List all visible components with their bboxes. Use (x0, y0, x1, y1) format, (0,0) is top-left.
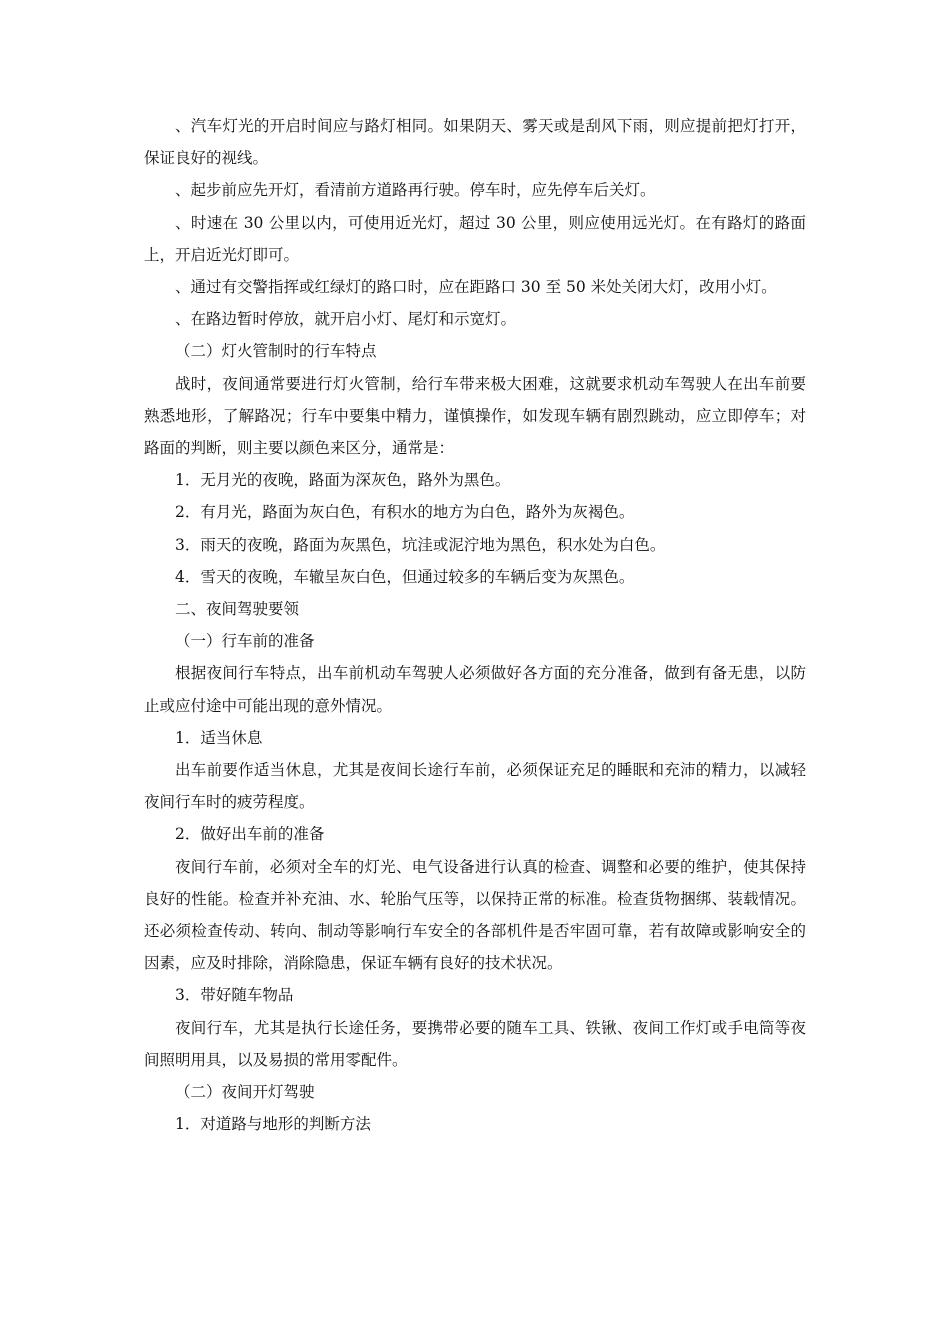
paragraph: 夜间行车，尤其是执行长途任务，要携带必要的随车工具、铁锹、夜间工作灯或手电筒等夜间照明用具，以及易损的常用零配件。 (144, 1018, 806, 1069)
section-heading: （二）灯火管制时的行车特点 (175, 342, 377, 361)
paragraph: 、在路边暂时停放，就开启小灯、尾灯和示宽灯。 (175, 310, 517, 329)
paragraph: 根据夜间行车特点，出车前机动车驾驶人必须做好各方面的充分准备，做到有备无患，以防止或应付途中可能出现的意外情况。 (144, 664, 806, 715)
paragraph: 夜间行车前，必须对全车的灯光、电气设备进行认真的检查、调整和必要的维护，使其保持良好的性能。检查并补充油、水、轮胎气压等，以保持正常的标准。检查货物捆绑、装载情况。还必须检查传动、转向、制动等影响行车安全的各部机件是否牢固可靠，若有故障或影响安全的因素，应及时排除，消除隐患，保证车辆有良好的技术状况。 (144, 857, 806, 973)
item-heading: 1．适当休息 (175, 728, 263, 747)
list-item: 4．雪天的夜晚，车辙呈灰白色，但通过较多的车辆后变为灰黑色。 (175, 567, 635, 586)
subsection-heading: （二）夜间开灯驾驶 (175, 1083, 315, 1102)
document-body (144, 110, 806, 1141)
subsection-heading: （一）行车前的准备 (175, 632, 315, 651)
paragraph: 出车前要作适当休息，尤其是夜间长途行车前，必须保证充足的睡眠和充沛的精力，以减轻夜间行车时的疲劳程度。 (144, 761, 806, 812)
item-heading: 2．做好出车前的准备 (175, 825, 325, 844)
list-item: 2．有月光，路面为灰白色，有积水的地方为白色，路外为灰褐色。 (175, 503, 635, 522)
item-heading: 1．对道路与地形的判断方法 (175, 1115, 371, 1134)
section-heading: 二、夜间驾驶要领 (175, 600, 300, 619)
list-item: 1．无月光的夜晚，路面为深灰色，路外为黑色。 (175, 471, 511, 490)
list-item: 3．雨天的夜晚，路面为灰黑色，坑洼或泥泞地为黑色，积水处为白色。 (175, 535, 666, 554)
paragraph: 、时速在 30 公里以内，可使用近光灯，超过 30 公里，则应使用远光灯。在有路灯的路面上，开启近光灯即可。 (144, 213, 806, 264)
paragraph: 、通过有交警指挥或红绿灯的路口时，应在距路口 30 至 50 米处关闭大灯，改用小灯。 (175, 278, 777, 297)
paragraph: 、汽车灯光的开启时间应与路灯相同。如果阴天、雾天或是刮风下雨，则应提前把灯打开，保证良好的视线。 (144, 117, 806, 168)
paragraph: 战时，夜间通常要进行灯火管制，给行车带来极大困难，这就要求机动车驾驶人在出车前要熟悉地形，了解路况；行车中要集中精力，谨慎操作，如发现车辆有剧烈跳动，应立即停车；对路面的判断，则主要以颜色来区分，通常是： (144, 374, 806, 458)
item-heading: 3．带好随车物品 (175, 986, 294, 1005)
paragraph: 、起步前应先开灯，看清前方道路再行驶。停车时，应先停车后关灯。 (175, 181, 656, 200)
